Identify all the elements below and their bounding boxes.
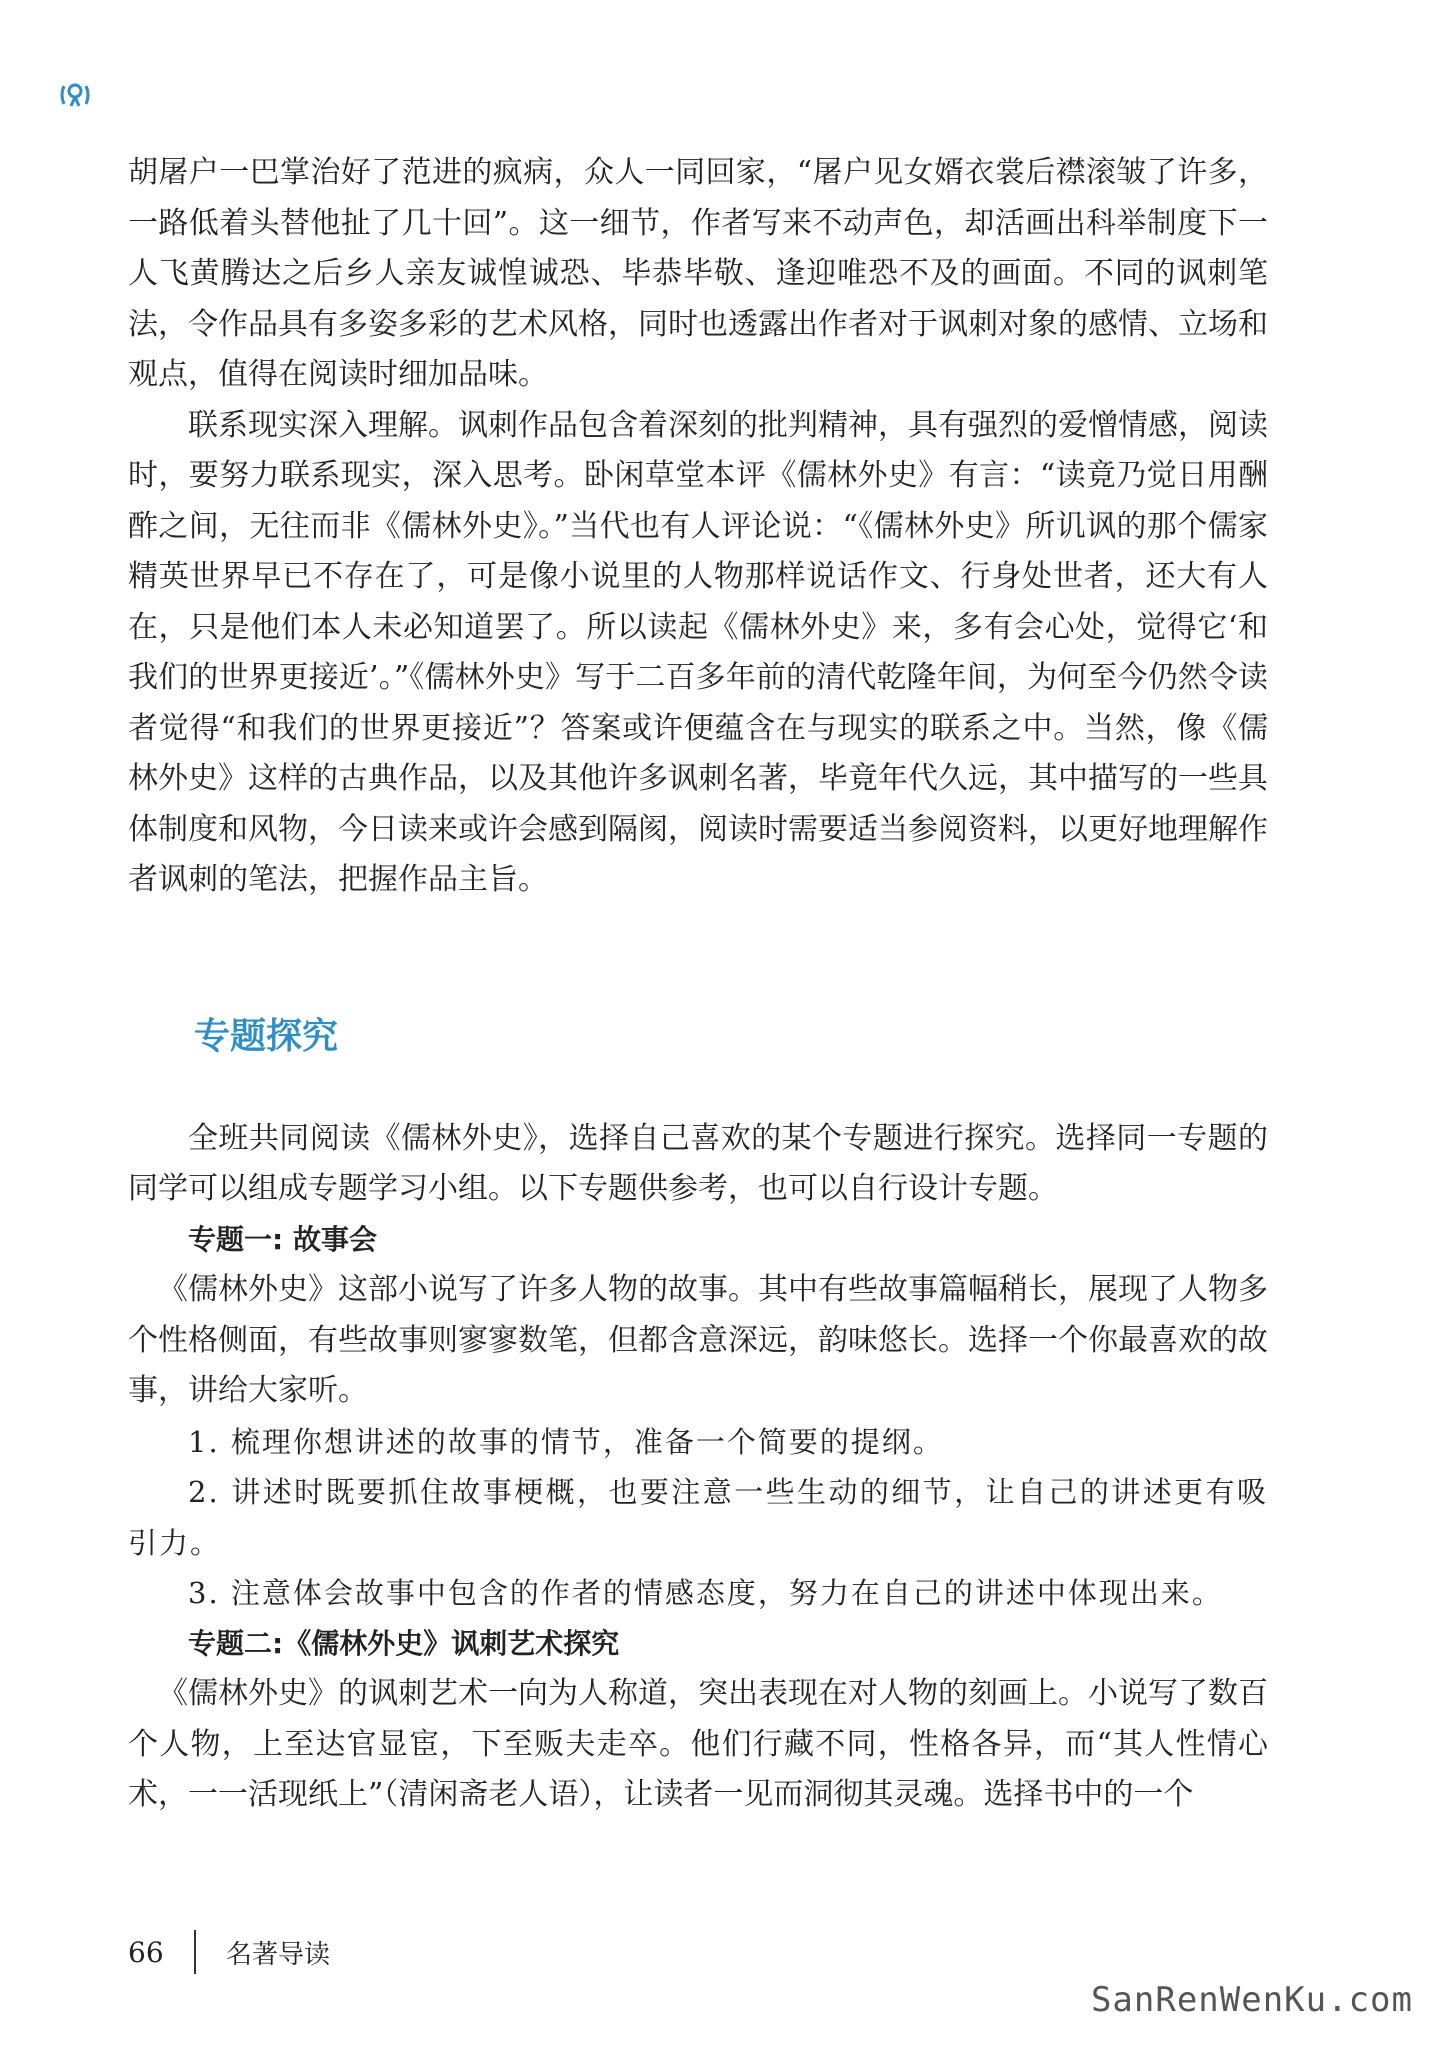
section-title: 专题探究 xyxy=(194,1015,339,1057)
page-content xyxy=(128,148,1268,1821)
watermark: SanRenWenKu.com xyxy=(1090,1980,1413,2020)
paragraph-2: 联系现实深入理解。讽刺作品包含着深刻的批判精神，具有强烈的爱憎情感，阅读时，要努力联系现实，深入思考。卧闲草堂本评《儒林外史》有言：“读竟乃觉日用酬酢之间，无往而非《儒林外史》。”当代也有人评论说：“《儒林外史》所讥讽的那个儒家精英世界早已不存在了，可是像小说里的人物那样说话作文、行身处世者，还大有人在，只是他们本人未必知道罢了。所以读起《儒林外史》来，多有会心处，觉得它‘和我们的世界更接近’。”《儒林外史》写于二百多年前的清代乾隆年间，为何至今仍然令读者觉得“和我们的世界更接近”？答案或许便蕴含在与现实的联系之中。当然，像《儒林外史》这样的古典作品，以及其他许多讽刺名著，毕竟年代久远，其中描写的一些具体制度和风物，今日读来或许会感到隔阂，阅读时需要适当参阅资料，以更好地理解作者讽刺的笔法，把握作品主旨。 xyxy=(128,407,1268,897)
topic-2-text: 《儒林外史》的讽刺艺术一向为人称道，突出表现在对人物的刻画上。小说写了数百个人物，上至达官显宦，下至贩夫走卒。他们行藏不同，性格各异，而“其人性情心术，一一活现纸上”（清闲斋老人语），让读者一见而洞彻其灵魂。选择书中的一个 xyxy=(128,1676,1268,1812)
page-number: 66 xyxy=(128,1935,164,1969)
list-item-2: 2. 讲述时既要抓住故事梗概，也要注意一些生动的细节，让自己的讲述更有吸引力。 xyxy=(128,1475,1268,1560)
topic-2-heading: 专题二:《儒林外史》讽刺艺术探究 xyxy=(188,1626,620,1660)
list-item-1: 1. 梳理你想讲述的故事的情节，准备一个简要的提纲。 xyxy=(188,1424,944,1459)
book-name: 名著导读 xyxy=(226,1939,331,1970)
topic-1-heading: 专题一: 故事会 xyxy=(188,1222,377,1256)
topic-1-text: 《儒林外史》这部小说写了许多人物的故事。其中有些故事篇幅稍长，展现了人物多个性格侧面，有些故事则寥寥数笔，但都含意深远，韵味悠长。选择一个你最喜欢的故事，讲给大家听。 xyxy=(128,1272,1268,1408)
footer-divider xyxy=(194,1930,196,1974)
paragraph-1: 胡屠户一巴掌治好了范进的疯病，众人一同回家，“屠户见女婿衣裳后襟滚皱了许多，一路低着头替他扯了几十回”。这一细节，作者写来不动声色，却活画出科举制度下一人飞黄腾达之后乡人亲友诚惶诚恐、毕恭毕敬、逢迎唯恐不及的画面。不同的讽刺笔法，令作品具有多姿多彩的艺术风格，同时也透露出作者对于讽刺对象的感情、立场和观点，值得在阅读时细加品味。 xyxy=(128,155,1268,392)
list-item-3: 3. 注意体会故事中包含的作者的情感态度，努力在自己的讲述中体现出来。 xyxy=(188,1576,1223,1610)
publisher-logo-icon xyxy=(58,78,92,112)
paragraph-3: 全班共同阅读《儒林外史》，选择自己喜欢的某个专题进行探究。选择同一专题的同学可以组成专题学习小组。以下专题供参考，也可以自行设计专题。 xyxy=(128,1120,1268,1206)
page-footer xyxy=(128,1930,330,1974)
